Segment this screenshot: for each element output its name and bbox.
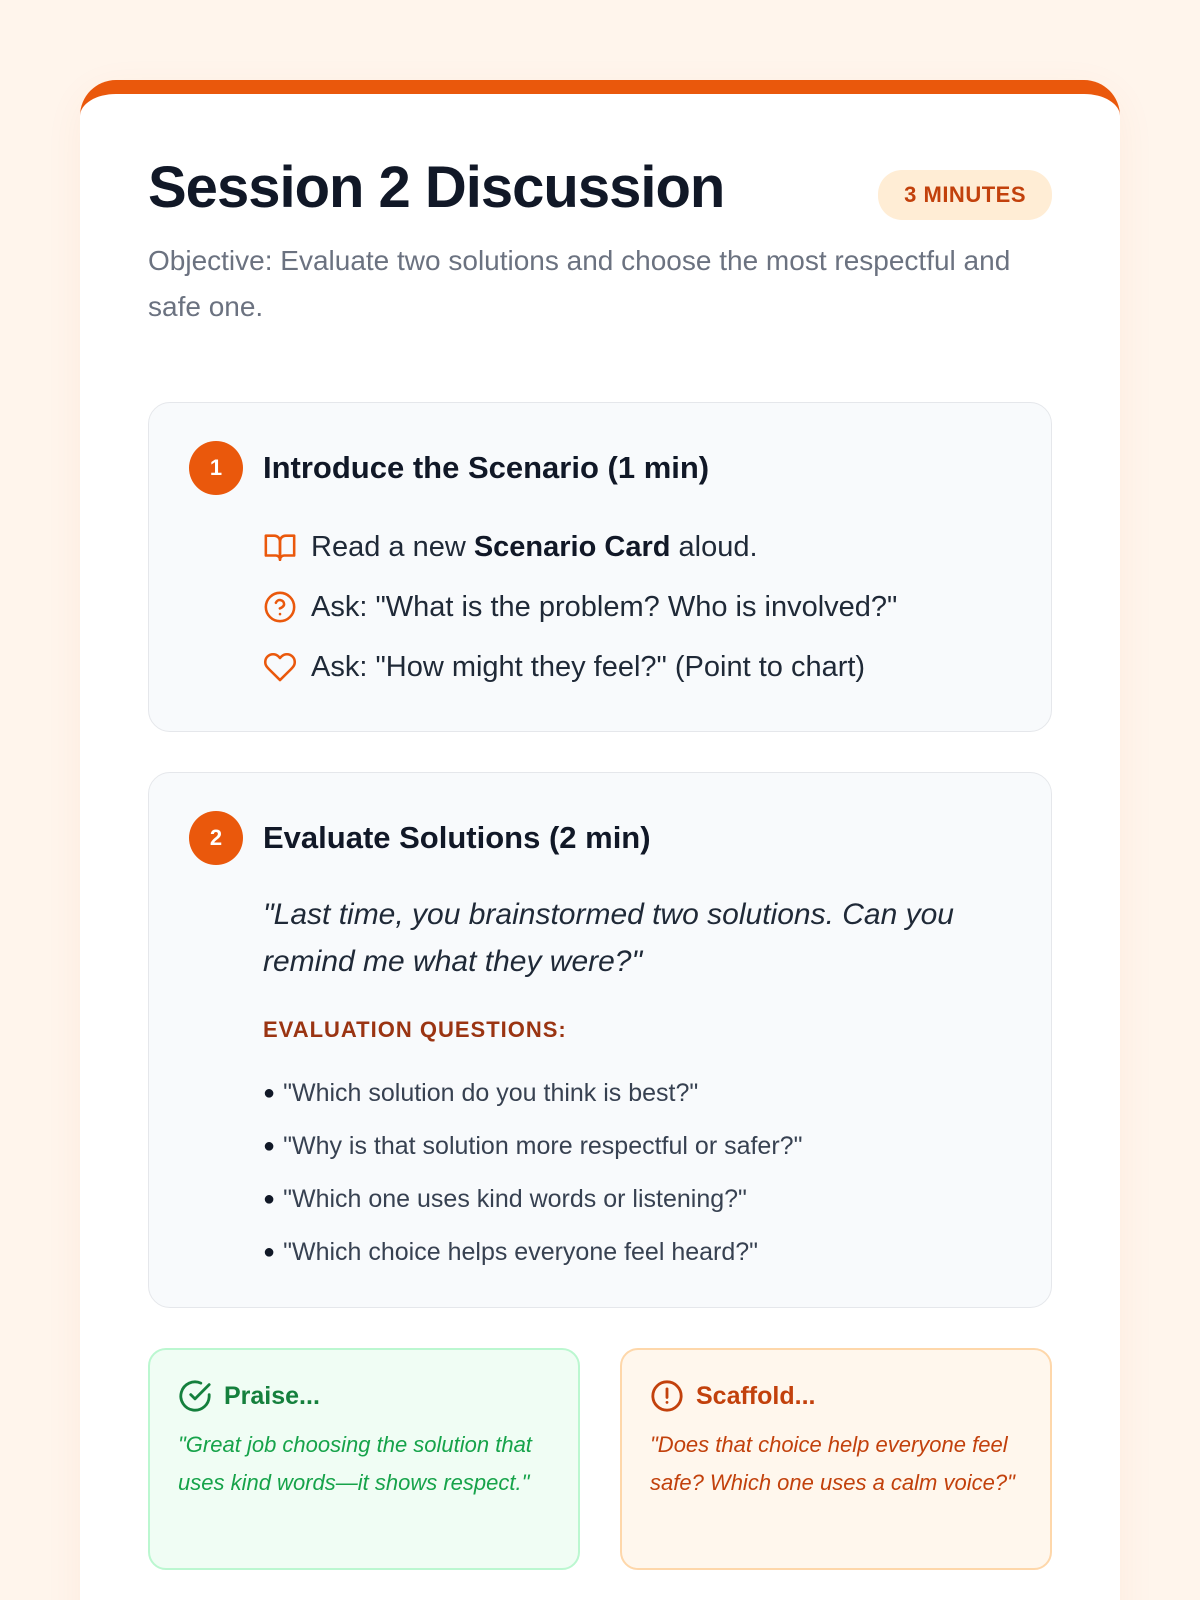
evaluation-questions-label: EVALUATION QUESTIONS: bbox=[263, 1017, 567, 1042]
praise-title: Praise... bbox=[224, 1381, 320, 1410]
list-item bbox=[263, 637, 1011, 697]
scaffold-text: "Does that choice help everyone feel safe? Which one uses a calm voice?" bbox=[650, 1432, 1015, 1495]
step-instructions bbox=[263, 517, 1011, 697]
list-item: ● "Which one uses kind words or listening?" bbox=[263, 1185, 747, 1213]
discussion-card bbox=[80, 80, 1120, 1600]
step-number-badge: 2 bbox=[189, 811, 243, 865]
step-number-badge: 1 bbox=[189, 441, 243, 495]
duration-badge: 3 MINUTES bbox=[878, 170, 1052, 220]
book-icon bbox=[263, 530, 297, 564]
question-icon bbox=[263, 590, 297, 624]
feedback-tips bbox=[148, 1348, 1052, 1570]
scaffold-title: Scaffold... bbox=[696, 1381, 816, 1410]
card-header bbox=[148, 94, 1052, 330]
list-item: ● "Which solution do you think is best?" bbox=[263, 1079, 699, 1107]
instruction-text: Read a new Scenario Card aloud. bbox=[311, 530, 758, 563]
step-title: Evaluate Solutions (2 min) bbox=[263, 820, 651, 855]
list-item: ● "Which choice helps everyone feel heard?" bbox=[263, 1238, 759, 1266]
step-introduce-scenario bbox=[148, 402, 1052, 732]
step-evaluate-solutions bbox=[148, 772, 1052, 1308]
praise-tip bbox=[148, 1348, 580, 1570]
instruction-text: Ask: "What is the problem? Who is involved?" bbox=[311, 590, 898, 623]
list-item bbox=[263, 517, 1011, 577]
page-title: Session 2 Discussion bbox=[148, 155, 725, 220]
list-item: ● "Why is that solution more respectful or safer?" bbox=[263, 1132, 803, 1160]
objective-text: Objective: Evaluate two solutions and choose the most respectful and safe one. bbox=[148, 245, 1011, 322]
evaluation-questions-list bbox=[263, 1067, 1011, 1279]
alert-circle-icon bbox=[650, 1379, 684, 1413]
instruction-text: Ask: "How might they feel?" (Point to chart) bbox=[311, 650, 866, 683]
step-title: Introduce the Scenario (1 min) bbox=[263, 450, 710, 485]
list-item bbox=[263, 577, 1011, 637]
praise-text: "Great job choosing the solution that uses kind words—it shows respect." bbox=[178, 1432, 532, 1495]
scaffold-tip bbox=[620, 1348, 1052, 1570]
teacher-script-quote: "Last time, you brainstormed two solutions. Can you remind me what they were?" bbox=[263, 898, 954, 978]
heart-icon bbox=[263, 650, 297, 684]
check-circle-icon bbox=[178, 1379, 212, 1413]
